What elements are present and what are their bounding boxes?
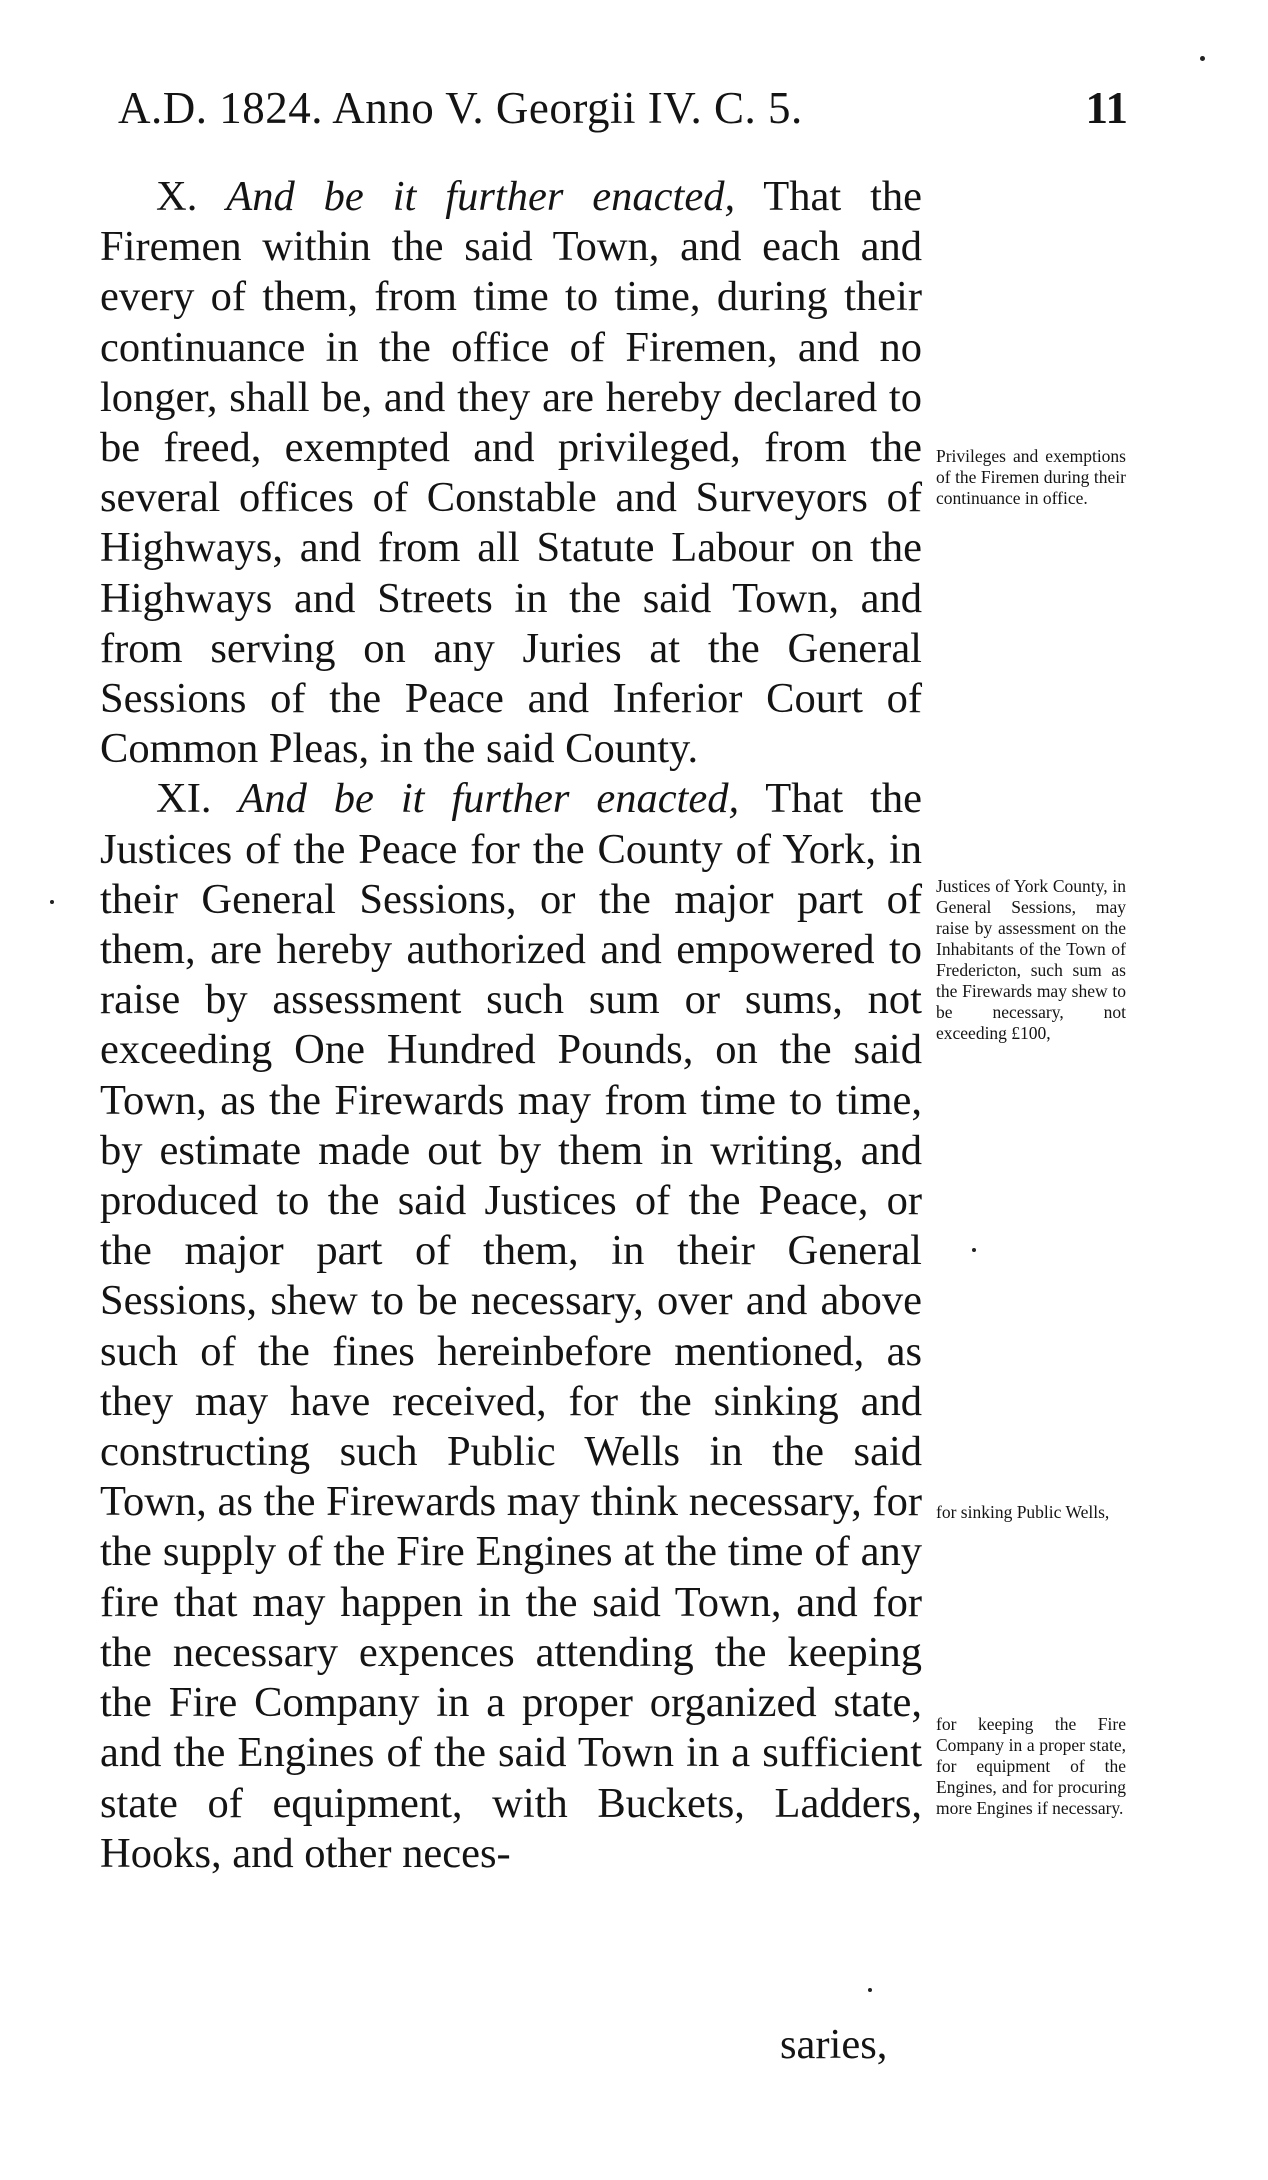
section-text: That the Justices of the Peace for the County of York, in their General Sessions, or the major part of them, are hereby authorized and empowered to raise by assessment such sum or sums, not exceeding One Hundred Pounds, on the said Town, as the Firewards may from time to time, by estimate made out by them in writing, and produced to the said Justices of the Peace, or the major part of them, in their General Sessions, shew to be necessary, over and above such of the fines hereinbefore mentioned, as they may have received, for the sinking and constructing such Public Wells in the said Town, as the Firewards may think necessary, for the supply of the Fire Engines at the time of any fire that may happen in the said Town, and for the necessary expences attending the keeping the Fire Company in a proper organized state, and the Engines of the said Town in a sufficient state of equipment, with Buckets, Ladders, Hooks, and other neces-	[100, 775, 922, 1877]
body-text	[100, 172, 922, 1879]
enacting-words: And be it further enacted,	[226, 173, 736, 220]
section-xi	[100, 774, 922, 1878]
marginal-note-fire-company: for keeping the Fire Company in a proper state, for equipment of the Engines, and for procuring more Engines if necessary.	[936, 1714, 1126, 1818]
section-number: XI.	[156, 775, 212, 823]
section-number: X.	[156, 173, 198, 220]
scan-speck	[868, 1988, 872, 1992]
scan-speck	[972, 1248, 976, 1252]
page-number: 11	[1085, 83, 1128, 133]
scan-speck	[50, 900, 54, 904]
section-text: That the Firemen within the said Town, and each and every of them, from time to time, during their continuance in the office of Firemen, and no longer, shall be, and they are hereby declared to be freed, exempted and privileged, from the several offices of Constable and Surveyors of Highways, and from all Statute Labour on the Highways and Streets in the said Town, and from serving on any Juries at the General Sessions of the Peace and Inferior Court of Common Pleas, in the said County.	[100, 173, 923, 773]
scan-speck	[1200, 56, 1205, 61]
catchword: saries,	[780, 2021, 888, 2068]
marginal-note-firemen-privileges: Privileges and exemptions of the Firemen during their continuance in office.	[936, 446, 1126, 508]
enacting-words: And be it further enacted,	[238, 775, 740, 823]
section-x	[100, 172, 922, 774]
running-title: A.D. 1824. Anno V. Georgii IV. C. 5.	[118, 83, 803, 133]
page-header	[118, 78, 1128, 138]
marginal-note-justices-assessment: Justices of York County, in General Sessions, may raise by assessment on the Inhabitants of the Town of Fredericton, such sum as the Firewards may shew to be necessary, not exceeding £100,	[936, 876, 1126, 1043]
marginal-note-public-wells: for sinking Public Wells,	[936, 1502, 1110, 1522]
